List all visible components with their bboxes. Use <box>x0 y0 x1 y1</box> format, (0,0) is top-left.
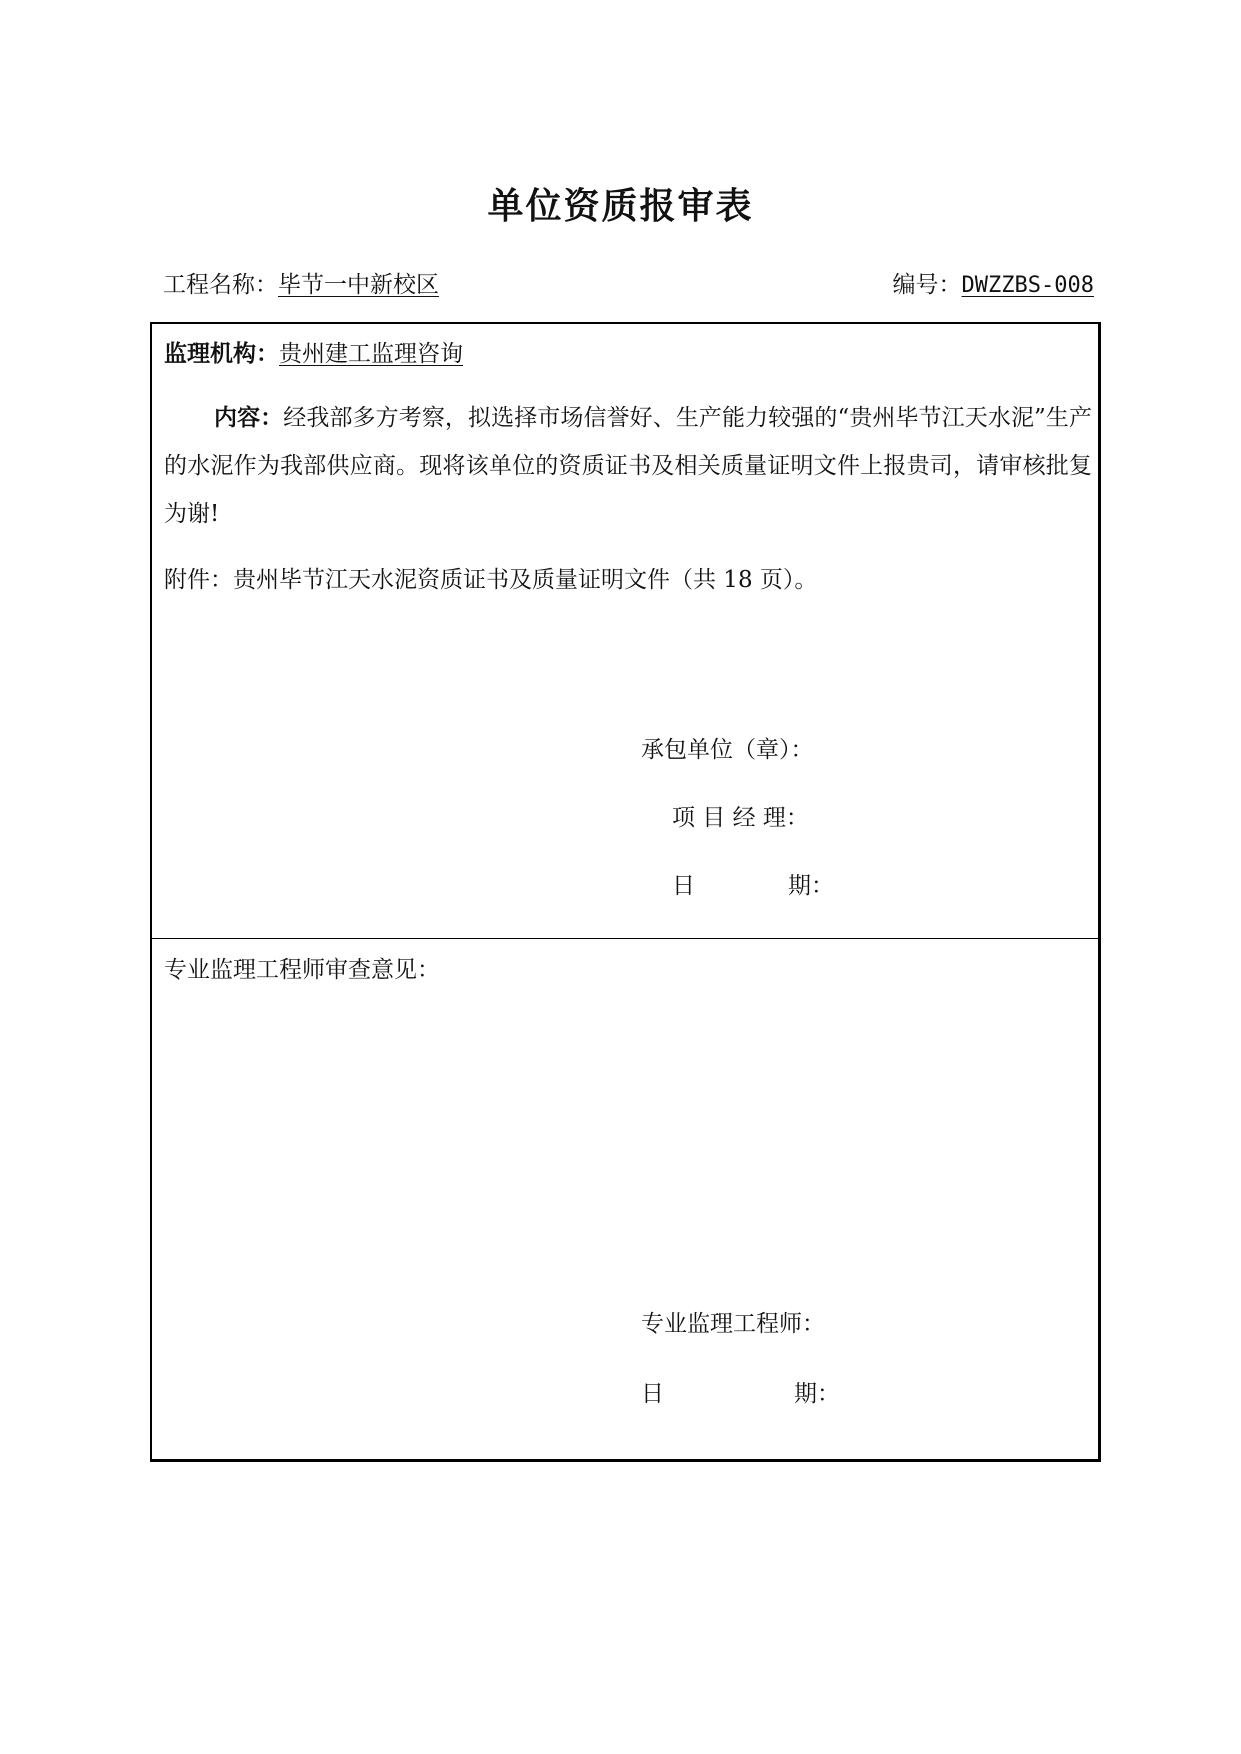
supervision-value: 贵州建工监理咨询 <box>279 341 463 367</box>
attachment-note: 附件：贵州毕节江天水泥资质证书及质量证明文件（共 18 页）。 <box>164 567 818 593</box>
document-code-value: DWZZBS-008 <box>961 273 1094 298</box>
review-heading: 专业监理工程师审查意见： <box>164 957 440 983</box>
project-name-row <box>163 266 439 299</box>
contractor-date-label-day: 日 <box>672 873 695 899</box>
contractor-unit-label: 承包单位（章）： <box>641 737 814 763</box>
content-label: 内容： <box>214 404 284 431</box>
review-date-label-day: 日 <box>641 1381 664 1407</box>
section-divider <box>152 938 1098 939</box>
document-code-label: 编号： <box>892 272 962 298</box>
contractor-date-label-period: 期： <box>788 873 834 899</box>
supervision-label: 监理机构： <box>164 340 279 367</box>
content-paragraph <box>164 394 1092 538</box>
supervision-row <box>164 330 463 378</box>
engineer-signature-label: 专业监理工程师： <box>641 1311 825 1337</box>
project-name-label: 工程名称： <box>163 272 278 298</box>
review-date-label-period: 期： <box>794 1381 840 1407</box>
project-name-value: 毕节一中新校区 <box>278 272 439 298</box>
form-table <box>150 322 1101 1462</box>
project-manager-label: 项 目 经 理： <box>672 805 809 831</box>
page-title: 单位资质报审表 <box>487 185 754 227</box>
document-code-row <box>893 266 1094 299</box>
content-text: 经我部多方考察，拟选择市场信誉好、生产能力较强的“贵州毕节江天水泥”生产的水泥作为我部供应商。现将该单位的资质证书及相关质量证明文件上报贵司，请审核批复为谢! <box>164 405 1092 527</box>
